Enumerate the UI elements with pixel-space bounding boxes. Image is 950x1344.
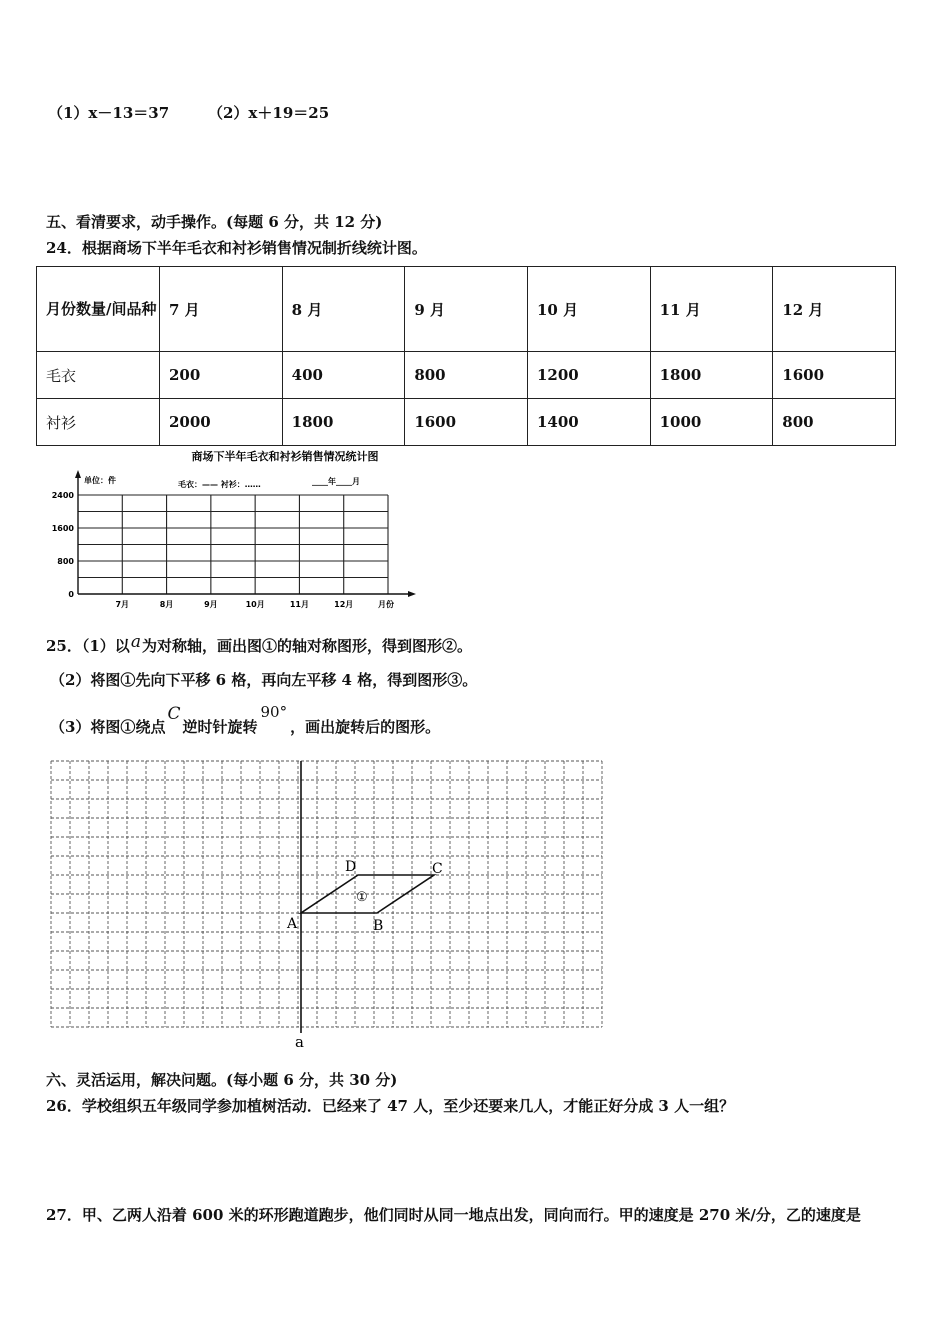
chart-legend-text: 毛衣：—— 衬衫：…… [178, 480, 261, 489]
chart-x-tick-label: 11月 [289, 600, 309, 609]
row-label: 衬衫 [37, 399, 160, 446]
q26-text: 26．学校组织五年级同学参加植树活动．已经来了 47 人，至少还要来几人，才能正好分成 3 人一组？ [46, 1097, 735, 1115]
axis-variable: a [130, 632, 141, 652]
table-row [37, 399, 896, 446]
chart-x-tick-label: 10月 [245, 600, 265, 609]
q25-part2: （2）将图①先向下平移 6 格，再向左平移 4 格，得到图形③。 [50, 671, 478, 689]
chart-x-tick-label: 12月 [334, 600, 354, 609]
equation-1: （1）x－13＝37 [48, 104, 170, 122]
month-header: 9 月 [405, 267, 528, 352]
chart-y-tick-label: 0 [68, 590, 74, 599]
chart-y-tick-label: 800 [57, 557, 74, 566]
table-corner-cell [37, 267, 160, 352]
dashed-grid-lines [51, 761, 602, 1027]
table-cell: 1400 [527, 399, 650, 446]
table-cell: 800 [405, 352, 528, 399]
chart-x-tick-label: 8月 [159, 600, 174, 609]
chart-labels [52, 491, 394, 609]
table-cell: 200 [160, 352, 283, 399]
table-cell: 1800 [282, 399, 405, 446]
sales-line-chart [40, 446, 420, 616]
label-a: A [287, 916, 298, 932]
q24-text: 24．根据商场下半年毛衣和衬衫销售情况制折线统计图。 [46, 239, 427, 257]
table-cell: 1200 [527, 352, 650, 399]
chart-y-axis-arrow [75, 470, 81, 478]
table-cell: 400 [282, 352, 405, 399]
q25-part1-prefix: 25．（1）以 [46, 637, 130, 655]
chart-grid [78, 495, 388, 594]
rotation-angle: 90° [260, 703, 288, 721]
table-row [37, 352, 896, 399]
label-b: B [373, 918, 384, 934]
q25-part3 [50, 703, 441, 737]
equation-2: （2）x＋19＝25 [208, 104, 330, 122]
label-d: D [345, 859, 357, 875]
chart-date-text: ____年____月 [312, 477, 360, 486]
table-header-row [37, 267, 896, 352]
label-c: C [432, 861, 443, 877]
row-label: 毛衣 [37, 352, 160, 399]
chart-title: 商场下半年毛衣和衬衫销售情况统计图 [191, 450, 379, 463]
q25-part3-mid: 逆时针旋转 [182, 718, 258, 736]
month-header: 10 月 [527, 267, 650, 352]
table-corner-label: 月份数量/间品种 [46, 300, 157, 318]
month-header: 8 月 [282, 267, 405, 352]
chart-unit-label: 单位：件 [84, 476, 116, 485]
chart-y-tick-label: 2400 [51, 491, 74, 500]
section5-heading: 五、看清要求，动手操作。(每题 6 分，共 12 分) [46, 213, 383, 231]
chart-y-tick-label: 1600 [51, 524, 74, 533]
sales-table [36, 266, 896, 446]
month-header: 11 月 [650, 267, 773, 352]
table-cell: 1600 [773, 352, 896, 399]
table-cell: 800 [773, 399, 896, 446]
axis-label-a: a [295, 1033, 304, 1049]
chart-x-axis-end-label: 月份 [378, 600, 394, 609]
transformation-grid [45, 755, 615, 1049]
q25-part1-suffix: 为对称轴，画出图①的轴对称图形，得到图形②。 [141, 637, 472, 655]
q25-part1 [46, 632, 472, 656]
q25-part3-prefix: （3）将图①绕点 [50, 718, 166, 736]
table-cell: 1800 [650, 352, 773, 399]
section6-heading: 六、灵活运用，解决问题。(每小题 6 分，共 30 分) [46, 1071, 398, 1089]
q27-text: 27．甲、乙两人沿着 600 米的环形跑道跑步，他们同时从同一地点出发，同向而行。甲的速度是 270 米/分，乙的速度是 [46, 1206, 861, 1224]
table-cell: 2000 [160, 399, 283, 446]
chart-x-tick-label: 7月 [115, 600, 130, 609]
table-cell: 1000 [650, 399, 773, 446]
chart-x-tick-label: 9月 [204, 600, 218, 609]
table-cell: 1600 [405, 399, 528, 446]
chart-x-axis-arrow [408, 591, 416, 597]
point-variable: C [167, 704, 181, 724]
shape-number-1: ① [356, 890, 368, 905]
q25-part3-suffix: ，画出旋转后的图形。 [290, 718, 441, 736]
month-header: 12 月 [773, 267, 896, 352]
month-header: 7 月 [160, 267, 283, 352]
